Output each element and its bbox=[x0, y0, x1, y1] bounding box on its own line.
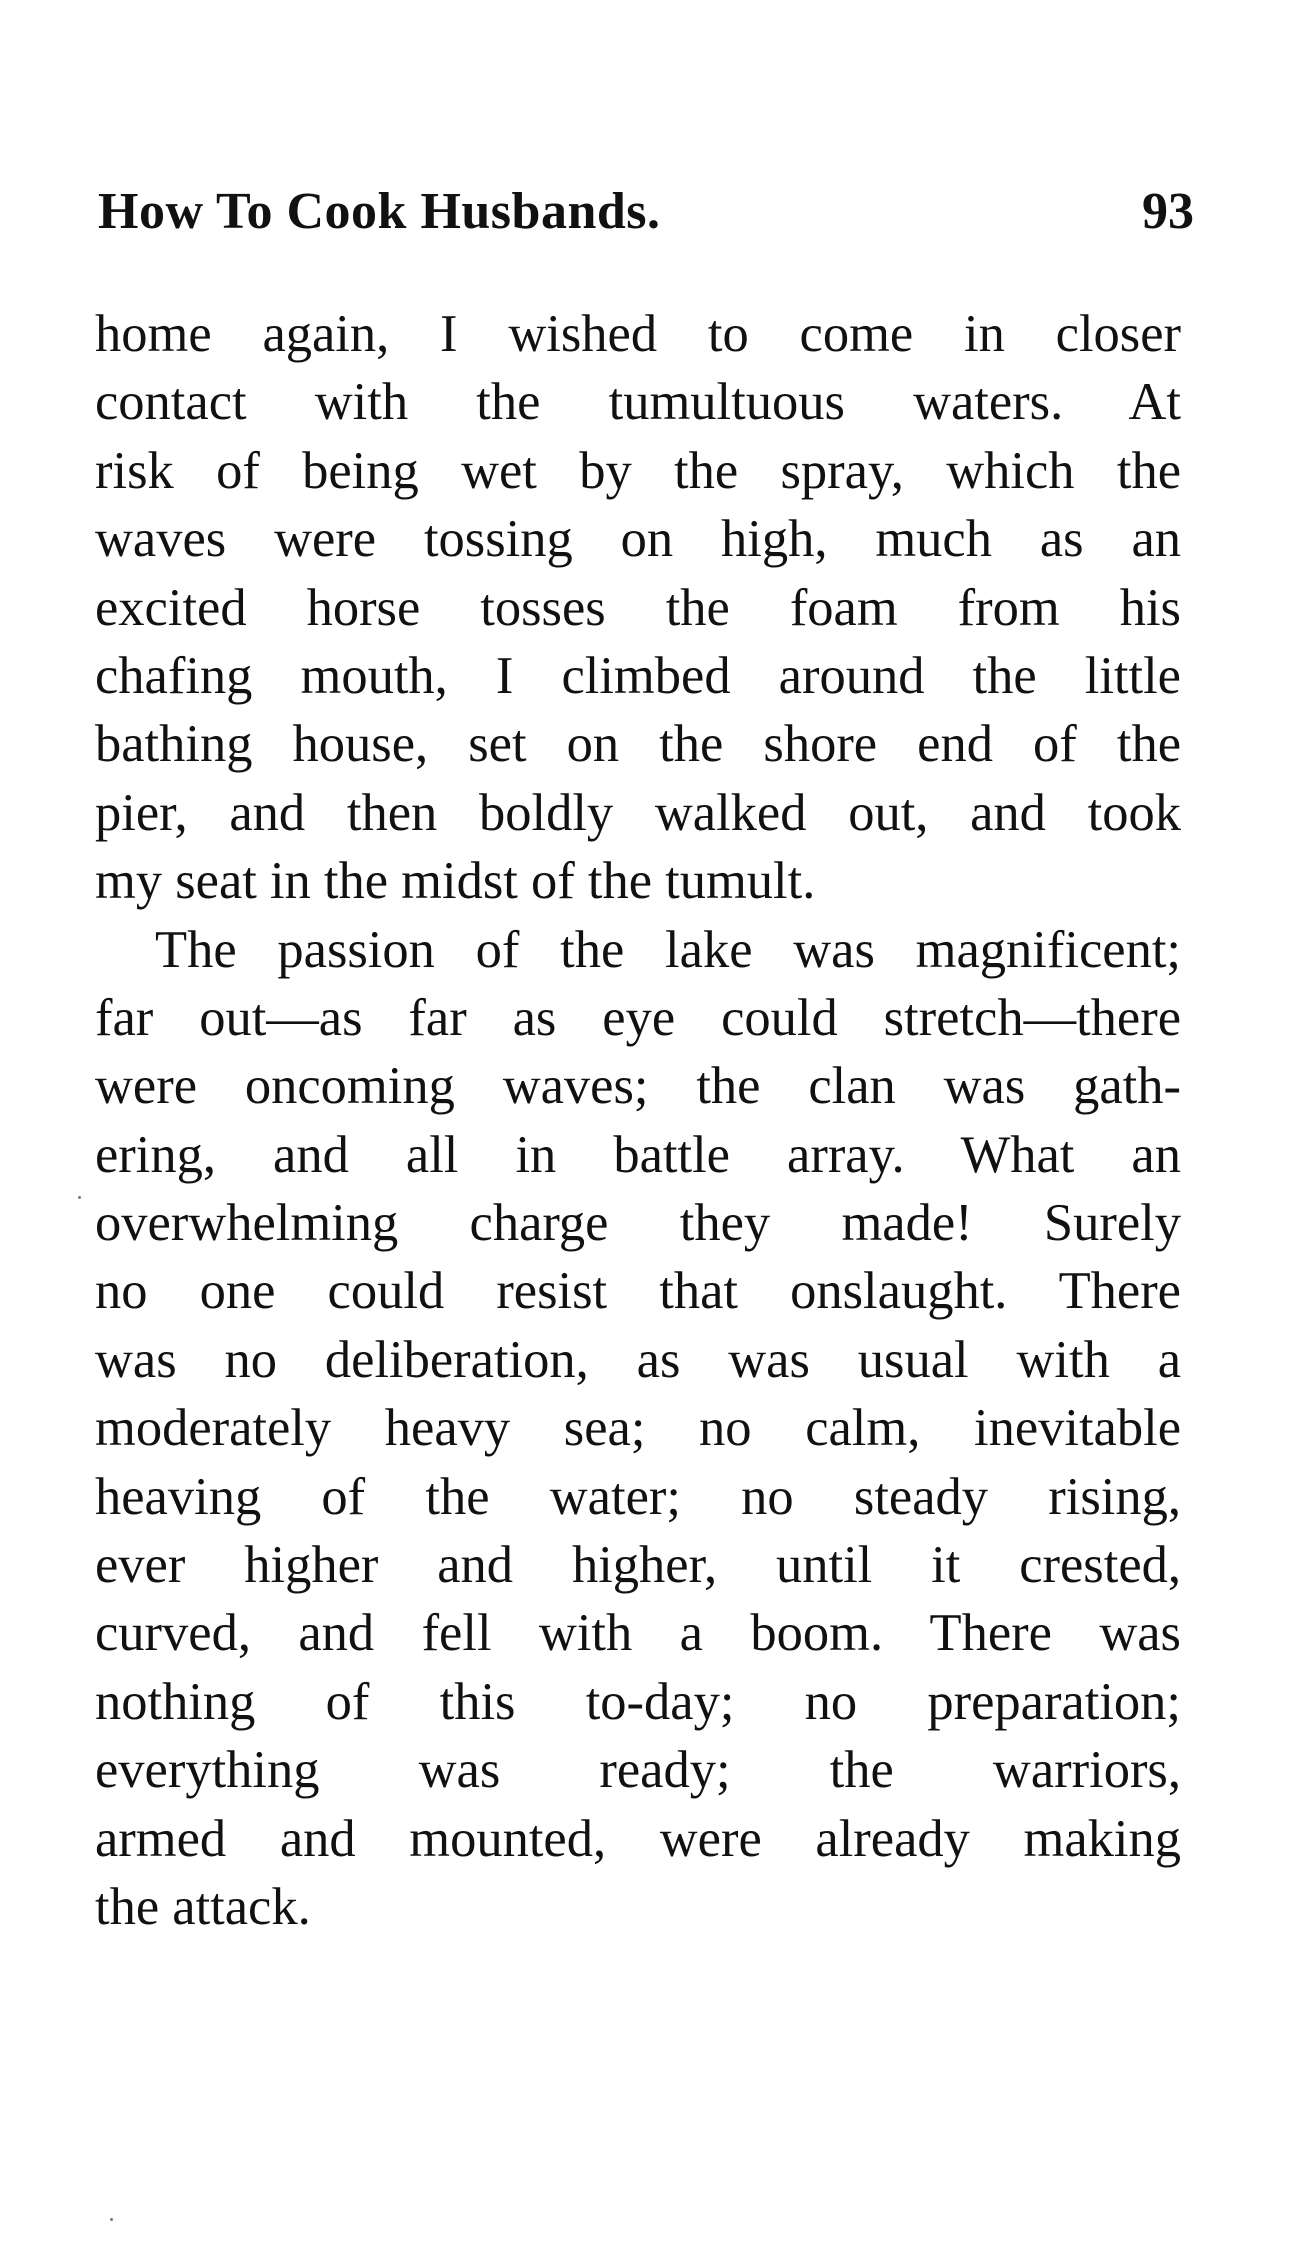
text-line: bathing house, set on the shore end of the bbox=[95, 715, 1181, 774]
text-line: nothing of this to-day; no preparation; bbox=[95, 1672, 1181, 1731]
text-line: excited horse tosses the foam from his bbox=[95, 578, 1181, 637]
text-line: moderately heavy sea; no calm, inevitable bbox=[95, 1399, 1181, 1458]
page-number: 93 bbox=[1142, 183, 1194, 240]
text-line: the attack. bbox=[95, 1877, 311, 1936]
paragraph-1 bbox=[95, 300, 1181, 916]
text-line: were oncoming waves; the clan was gath- bbox=[95, 1057, 1181, 1116]
paragraph-2 bbox=[95, 916, 1181, 1942]
text-line: my seat in the midst of the tumult. bbox=[95, 852, 816, 911]
text-line: ever higher and higher, until it crested, bbox=[95, 1536, 1181, 1595]
text-line: heaving of the water; no steady rising, bbox=[95, 1467, 1181, 1526]
paper-speck bbox=[110, 2218, 113, 2221]
body-text bbox=[95, 300, 1181, 1941]
text-line: waves were tossing on high, much as an bbox=[95, 510, 1181, 569]
text-line: no one could resist that onslaught. There bbox=[95, 1262, 1181, 1321]
text-line: overwhelming charge they made! Surely bbox=[95, 1194, 1181, 1253]
text-line: everything was ready; the warriors, bbox=[95, 1741, 1181, 1800]
running-head: How To Cook Husbands. bbox=[98, 183, 661, 240]
text-line: armed and mounted, were already making bbox=[95, 1809, 1181, 1868]
text-line: far out—as far as eye could stretch—there bbox=[95, 988, 1181, 1047]
text-line: contact with the tumultuous waters. At bbox=[95, 373, 1181, 432]
text-line: The passion of the lake was magnificent; bbox=[155, 920, 1181, 979]
text-line: risk of being wet by the spray, which the bbox=[95, 441, 1181, 500]
text-line: curved, and fell with a boom. There was bbox=[95, 1604, 1181, 1663]
page-header bbox=[98, 182, 1194, 262]
text-line: chafing mouth, I climbed around the little bbox=[95, 646, 1181, 705]
text-line: home again, I wished to come in closer bbox=[95, 305, 1181, 363]
text-line: was no deliberation, as was usual with a bbox=[95, 1330, 1181, 1389]
text-line: ering, and all in battle array. What an bbox=[95, 1125, 1181, 1184]
paper-speck bbox=[78, 1196, 81, 1199]
text-line: pier, and then boldly walked out, and took bbox=[95, 783, 1181, 842]
